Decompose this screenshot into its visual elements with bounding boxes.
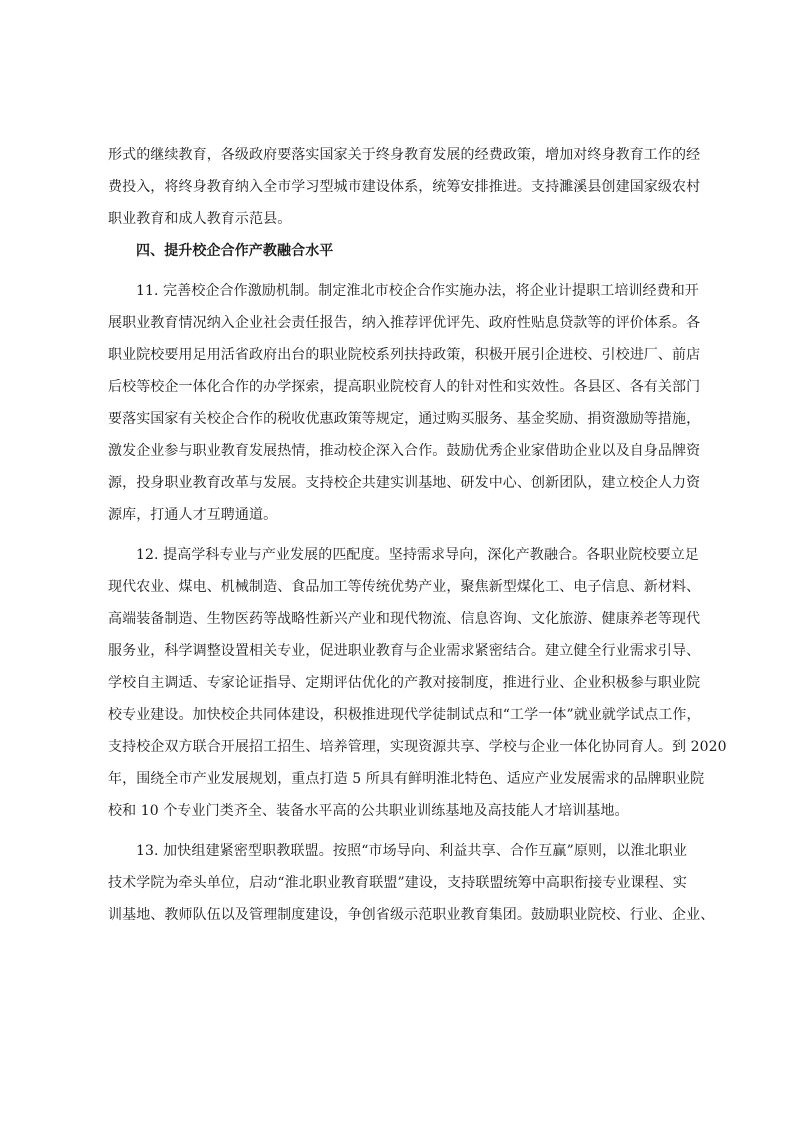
paragraph-line: 源库，打通人才互聘通道。 [108, 507, 278, 523]
paragraph-line: 校和 10 个专业门类齐全、装备水平高的公共职业训练基地及高技能人才培训基地。 [108, 803, 629, 819]
paragraph-line: 12. 提高学科专业与产业发展的匹配度。坚持需求导向，深化产教融合。各职业院校要立足 [136, 547, 699, 563]
paragraph-line: 13. 加快组建紧密型职教联盟。按照“市场导向、利益共享、合作互赢”原则，以淮北职业 [136, 843, 687, 859]
paragraph-line: 服务业，科学调整设置相关专业，促进职业教育与企业需求紧密结合。建立健全行业需求引导、 [108, 643, 701, 659]
paragraph-line: 校专业建设。加快校企共同体建设，积极推进现代学徒制试点和“工学一体”就业就学试点工作， [108, 707, 701, 723]
paragraph-line: 要落实国家有关校企合作的税收优惠政策等规定，通过购买服务、基金奖励、捐资激励等措施， [108, 411, 701, 427]
paragraph-line: 现代农业、煤电、机械制造、食品加工等传统优势产业，聚焦新型煤化工、电子信息、新材料、 [108, 579, 701, 595]
paragraph-line: 11. 完善校企合作激励机制。制定淮北市校企合作实施办法，将企业计提职工培训经费和开 [136, 283, 699, 299]
paragraph-line: 支持校企双方联合开展招工招生、培养管理，实现资源共享、学校与企业一体化协同育人。到 2020 [108, 739, 727, 755]
paragraph-line: 源，投身职业教育改革与发展。支持校企共建实训基地、研发中心、创新团队，建立校企人力资 [108, 475, 701, 491]
paragraph-line: 后校等校企一体化合作的办学探索，提高职业院校育人的针对性和实效性。各县区、各有关部门 [108, 379, 701, 395]
paragraph-line: 费投入，将终身教育纳入全市学习型城市建设体系，统筹安排推进。支持濉溪县创建国家级农村 [108, 179, 701, 195]
paragraph-line: 职业教育和成人教育示范县。 [108, 211, 292, 227]
paragraph-line: 职业院校要用足用活省政府出台的职业院校系列扶持政策，积极开展引企进校、引校进厂、前店 [108, 347, 701, 363]
paragraph-line: 形式的继续教育，各级政府要落实国家关于终身教育发展的经费政策，增加对终身教育工作的经 [108, 147, 701, 163]
paragraph-line: 学校自主调适、专家论证指导、定期评估优化的产教对接制度，推进行业、企业积极参与职业院 [108, 675, 701, 691]
paragraph-line: 展职业教育情况纳入企业社会责任报告，纳入推荐评优评先、政府性贴息贷款等的评价体系。各 [108, 315, 701, 331]
paragraph-line: 激发企业参与职业教育发展热情，推动校企深入合作。鼓励优秀企业家借助企业以及自身品牌资 [108, 443, 701, 459]
paragraph-line: 技术学院为牵头单位，启动“淮北职业教育联盟”建设，支持联盟统筹中高职衔接专业课程、实 [108, 875, 687, 891]
paragraph-line: 训基地、教师队伍以及管理制度建设，争创省级示范职业教育集团。鼓励职业院校、行业、企业、 [108, 907, 715, 923]
section-heading: 四、提升校企合作产教融合水平 [136, 243, 334, 259]
paragraph-line: 高端装备制造、生物医药等战略性新兴产业和现代物流、信息咨询、文化旅游、健康养老等现代 [108, 611, 701, 627]
paragraph-line: 年，围绕全市产业发展规划，重点打造 5 所具有鲜明淮北特色、适应产业发展需求的品牌职业院 [108, 771, 705, 787]
